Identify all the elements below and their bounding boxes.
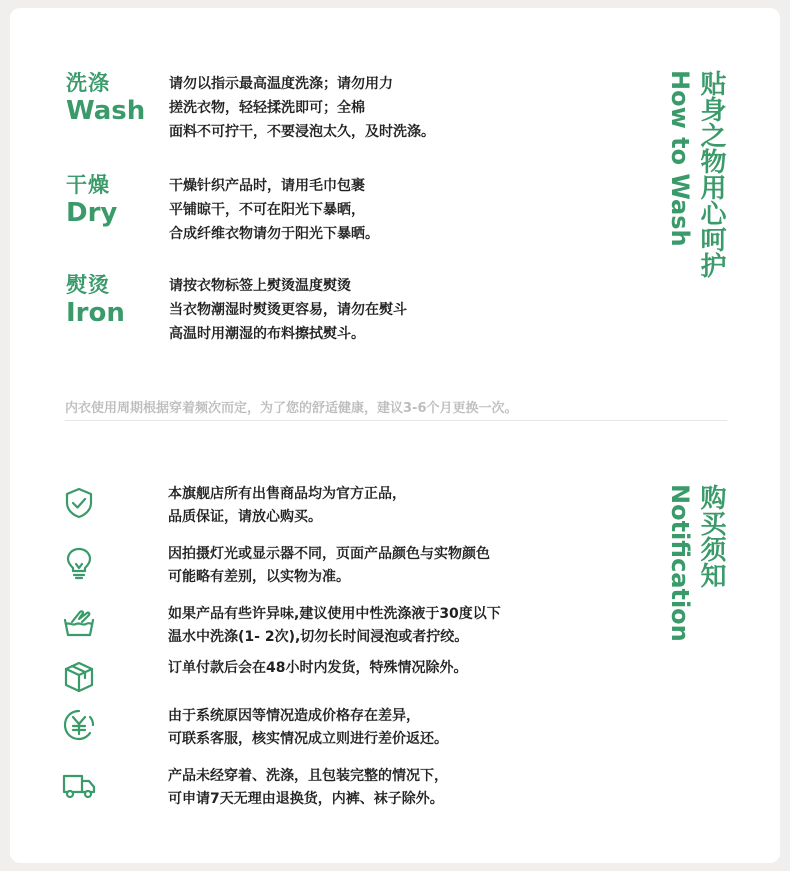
- care-title-cn: 熨烫: [66, 273, 110, 297]
- notice-text: 产品未经穿着、洗涤，且包装完整的情况下， 可申请7天无理由退换货，内裤、袜子除外。: [168, 768, 448, 807]
- care-title: [66, 272, 166, 328]
- care-title: [66, 70, 166, 126]
- shield-check-icon: [62, 486, 96, 520]
- notice-text: 订单付款后会在48小时内发货，特殊情况除外。: [168, 660, 468, 676]
- package-box-icon: [62, 660, 96, 694]
- care-description: 请按衣物标签上熨烫温度熨烫 当衣物潮湿时熨烫更容易，请勿在熨斗 高温时用潮湿的布料擦拭熨斗。: [169, 278, 407, 342]
- notice-heading-en: Notification: [666, 484, 694, 642]
- usage-tip: 内衣使用周期根据穿着频次而定，为了您的舒适健康，建议3-6个月更换一次。: [65, 401, 518, 416]
- care-description: 干燥针织产品时，请用毛巾包裹 平铺晾干，不可在阳光下暴晒， 合成纤维衣物请勿于阳光下暴晒。: [169, 178, 379, 242]
- care-description: 请勿以指示最高温度洗涤；请勿用力 搓洗衣物，轻轻揉洗即可；全棉 面料不可拧干，不要浸泡太久，及时洗涤。: [169, 76, 435, 140]
- notice-text: 如果产品有些许异味,建议使用中性洗涤液于30度以下 温水中洗涤(1- 2次),切勿长时间浸泡或者拧绞。: [168, 606, 501, 645]
- care-title-en: Wash: [66, 96, 146, 126]
- notice-text: 由于系统原因等情况造成价格存在差异， 可联系客服，核实情况成立则进行差价返还。: [168, 708, 448, 747]
- yen-coin-icon: [62, 708, 96, 742]
- care-heading-en: How to Wash: [666, 70, 694, 247]
- hand-wash-icon: [62, 606, 96, 640]
- care-title-cn: 干燥: [66, 173, 110, 197]
- notice-heading-cn: 购买须知: [696, 484, 726, 588]
- delivery-truck-icon: [62, 768, 96, 802]
- section-divider: [65, 420, 727, 421]
- content-card: [10, 8, 780, 863]
- notice-item: [62, 768, 582, 818]
- care-title: [66, 172, 166, 228]
- care-heading-cn: 贴身之物用心呵护: [696, 70, 726, 278]
- care-title-cn: 洗涤: [66, 71, 110, 95]
- notice-item: [62, 708, 582, 758]
- care-title-en: Iron: [66, 298, 125, 328]
- notice-text: 因拍摄灯光或显示器不同，页面产品颜色与实物颜色 可能略有差别，以实物为准。: [168, 546, 490, 585]
- care-title-en: Dry: [66, 198, 118, 228]
- lightbulb-icon: [62, 546, 96, 580]
- notice-item: [62, 606, 582, 656]
- notice-item: [62, 546, 582, 596]
- notice-item: [62, 660, 582, 710]
- notice-text: 本旗舰店所有出售商品均为官方正品， 品质保证，请放心购买。: [168, 486, 406, 525]
- notice-item: [62, 486, 582, 536]
